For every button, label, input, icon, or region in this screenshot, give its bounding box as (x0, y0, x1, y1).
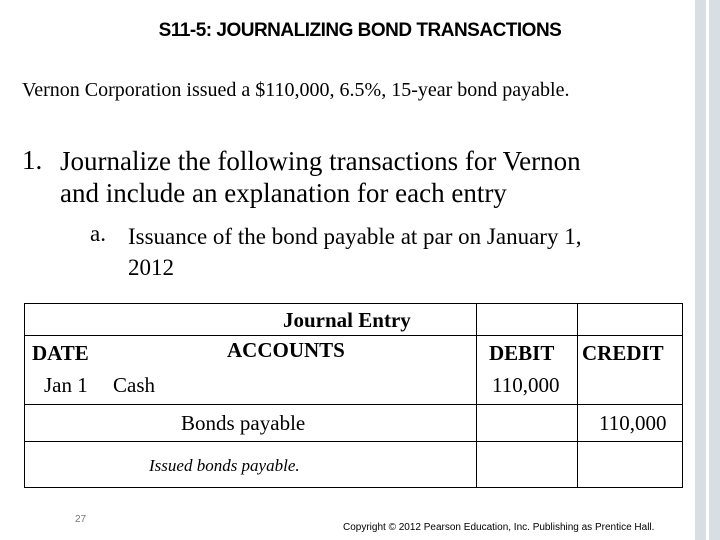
copyright-notice: Copyright © 2012 Pearson Education, Inc. Publishing as Prentice Hall. (343, 522, 655, 533)
journal-entry-table (24, 303, 683, 488)
subquestion-line-1: Issuance of the bond payable at par on January 1, (128, 224, 582, 249)
subquestion-line-2: 2012 (128, 255, 174, 280)
debit-credit-divider (577, 304, 578, 487)
credit-header: CREDIT (582, 341, 664, 365)
question-line-1: Journalize the following transactions for Vernon (60, 146, 581, 176)
row-1-date: Jan 1 (44, 373, 88, 397)
row-1-debit: 110,000 (492, 373, 560, 397)
right-decorative-bar (695, 0, 720, 540)
subquestion-text (128, 221, 581, 283)
question-text (60, 145, 581, 209)
question-number: 1. (22, 145, 43, 175)
row-1-account: Cash (113, 373, 155, 397)
row-2-credit: 110,000 (599, 411, 667, 435)
row-divider-2 (24, 441, 683, 442)
header-divider (24, 335, 683, 336)
question-line-2: and include an explanation for each entry (60, 178, 507, 208)
accounts-debit-divider (476, 304, 477, 487)
page-number: 27 (75, 514, 87, 525)
row-divider-1 (24, 404, 683, 405)
debit-header: DEBIT (489, 341, 555, 365)
accounts-header: ACCOUNTS (227, 338, 345, 362)
right-bar-stripe (706, 0, 709, 540)
intro-text: Vernon Corporation issued a $110,000, 6.5%, 15-year bond payable. (22, 79, 570, 101)
slide-title: S11-5: JOURNALIZING BOND TRANSACTIONS (158, 20, 562, 41)
date-header: DATE (32, 341, 89, 365)
row-2-account: Bonds payable (181, 411, 306, 435)
subquestion-letter: a. (90, 221, 106, 246)
left-border (24, 304, 25, 487)
entry-explanation: Issued bonds payable. (149, 456, 300, 475)
right-border (682, 304, 683, 487)
journal-caption: Journal Entry (283, 308, 411, 332)
